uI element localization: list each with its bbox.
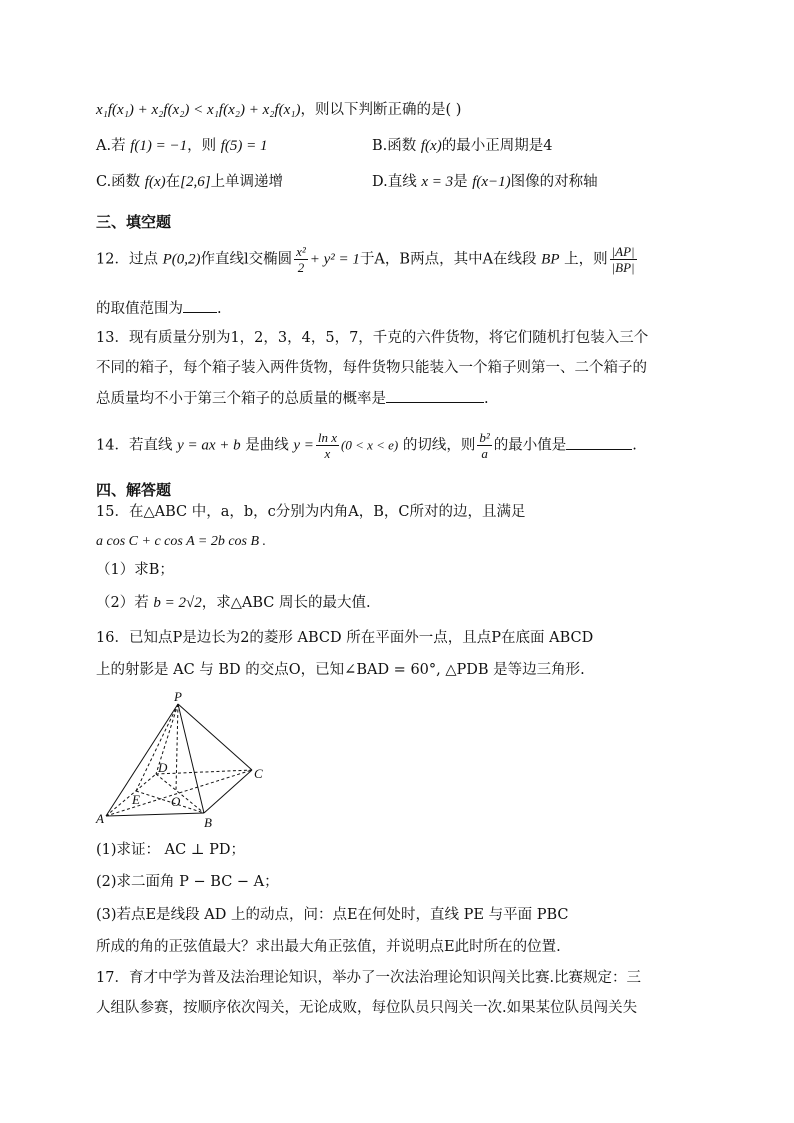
edge-pc xyxy=(178,704,252,770)
q17-line1: 17．育才中学为普及法治理论知识，举办了一次法治理论知识闯关比赛.比赛规定：三 xyxy=(96,970,642,986)
q13-text-3: 总质量均不小于第三个箱子的总质量的概率是 xyxy=(96,391,386,407)
answer-blank[interactable] xyxy=(386,388,484,403)
ratio-num: |AP| xyxy=(611,244,635,259)
frac-num: x² xyxy=(296,244,306,259)
q14-curve-fraction xyxy=(316,430,339,461)
option-a-mid: ，则 xyxy=(187,138,221,154)
answer-blank[interactable] xyxy=(566,435,632,450)
q14-text-3: 的切线，则 xyxy=(398,437,476,454)
q11-option-c xyxy=(96,172,283,192)
q11-option-b xyxy=(372,136,552,156)
option-b-math: f(x) xyxy=(420,138,442,154)
q14-domain: (0 < x < e) xyxy=(341,437,399,453)
q14-target-fraction xyxy=(477,430,491,461)
option-b-rest: 的最小正周期是4 xyxy=(441,138,553,154)
q17-line2: 人组队参赛，按顺序依次闯关，无论成败，每位队员只闯关一次.如果某位队员闯关失 xyxy=(96,1000,638,1016)
q14-curve-eq: y = xyxy=(293,437,314,454)
option-d-rest: 图像的对称轴 xyxy=(510,174,598,190)
label-c: C xyxy=(254,766,263,781)
q11-condition-line xyxy=(96,100,461,120)
q12-ellipse-fraction xyxy=(294,244,308,275)
option-a-math2: f(5) = 1 xyxy=(220,138,268,154)
label-a: A xyxy=(96,811,104,826)
ratio-den: |BP| xyxy=(611,260,635,275)
q12-bp: BP xyxy=(541,251,560,268)
q12-end: . xyxy=(217,301,222,317)
q15-b-value: b = 2√2 xyxy=(153,595,202,611)
q11-option-a xyxy=(96,136,268,156)
option-a-label: A.若 xyxy=(96,138,131,154)
q15-text: （2）若 xyxy=(96,595,154,611)
q12-point: P(0,2) xyxy=(162,251,201,268)
q12-text-1: 12．过点 xyxy=(96,251,163,268)
target-num: b² xyxy=(479,430,490,445)
edge-po xyxy=(176,704,178,791)
q12-line1 xyxy=(96,244,639,275)
curve-num: ln x xyxy=(317,430,338,445)
q14-line xyxy=(96,430,637,461)
q13-line2: 不同的箱子，每个箱子装入两件货物，每件货物只能装入一个箱子则第一、二个箱子的 xyxy=(96,360,647,376)
q14-text-1: 14．若直线 xyxy=(96,437,178,454)
q11-prompt: ，则以下判断正确的是( ) xyxy=(300,102,462,118)
label-o: O xyxy=(171,794,181,809)
q14-text-2: 是曲线 xyxy=(240,437,294,454)
edge-ab xyxy=(106,813,204,816)
q16-part1: (1)求证： AC ⊥ PD； xyxy=(96,842,245,858)
edge-pe xyxy=(136,704,178,791)
edge-bc xyxy=(204,770,252,813)
q15-line1: 15．在△ABC 中，a，b，c分别为内角A，B，C所对的边，且满足 xyxy=(96,504,526,520)
option-c-math: f(x) xyxy=(144,174,166,190)
label-e: E xyxy=(132,792,140,807)
q16-line2: 上的射影是 AC 与 BD 的交点O，已知∠BAD = 60°, △PDB 是等边三角形. xyxy=(96,662,585,678)
q13-line1: 13．现有质量分别为1，2，3，4，5，7，千克的六件货物，将它们随机打包装入三个 xyxy=(96,330,649,346)
q14-line-eq: y = ax + b xyxy=(177,437,241,454)
q15-part2 xyxy=(96,593,371,613)
label-d: D xyxy=(158,760,168,775)
label-b: B xyxy=(204,815,212,830)
q12-text-3: 于A，B两点，其中A在线段 xyxy=(359,251,542,268)
option-c-rest: 上单调递增 xyxy=(210,174,284,190)
curve-den: x xyxy=(324,446,331,461)
option-d-label: D.直线 xyxy=(372,174,422,190)
q13-line3 xyxy=(96,388,489,409)
section-heading-fill-blank: 三、填空题 xyxy=(96,213,172,231)
edge-pb xyxy=(178,704,204,813)
q11-formula: x₁f(x₁) + x₂f(x₂) < x₁f(x₂) + x₂f(x₁) xyxy=(96,102,301,118)
edge-eb xyxy=(136,791,204,813)
option-c-mid: 在 xyxy=(165,174,181,190)
option-d-mid: 是 xyxy=(453,174,473,190)
q12-line2 xyxy=(96,298,222,319)
frac-den: 2 xyxy=(297,260,305,275)
q15-text-end: ，求△ABC 周长的最大值. xyxy=(201,595,371,611)
answer-blank[interactable] xyxy=(183,298,217,313)
q16-part3-cont: 所成的角的正弦值最大？求出最大角正弦值，并说明点E此时所在的位置. xyxy=(96,939,561,955)
q12-eq: + y² = 1 xyxy=(309,251,360,268)
option-c-label: C.函数 xyxy=(96,174,145,190)
q16-part3: (3)若点E是线段 AD 上的动点，问：点E在何处时，直线 PE 与平面 PBC xyxy=(96,907,569,923)
q14-end: . xyxy=(632,437,637,454)
option-d-math2: f(x−1) xyxy=(472,174,511,190)
q12-text-range: 的取值范围为 xyxy=(96,301,183,317)
edge-dc xyxy=(156,770,252,774)
q11-option-d xyxy=(372,172,598,192)
q16-part2: (2)求二面角 P − BC − A； xyxy=(96,874,279,890)
target-den: a xyxy=(481,446,488,461)
q12-text-4: 上，则 xyxy=(559,251,608,268)
option-a-math: f(1) = −1 xyxy=(130,138,188,154)
pyramid-figure xyxy=(94,688,274,830)
q13-end: . xyxy=(484,391,489,407)
q15-condition: a cos C + c cos A = 2b cos B . xyxy=(96,534,267,549)
section-heading-solutions: 四、解答题 xyxy=(96,481,172,499)
q14-text-4: 的最小值是 xyxy=(493,437,567,454)
q12-ratio-fraction xyxy=(610,244,637,275)
label-p: P xyxy=(174,689,182,704)
option-c-math2: [2,6] xyxy=(180,174,211,190)
q15-part1: （1）求B； xyxy=(96,562,174,578)
q12-text-2: 作直线l交椭圆 xyxy=(200,251,293,268)
q16-line1: 16．已知点P是边长为2的菱形 ABCD 所在平面外一点，且点P在底面 ABCD xyxy=(96,630,594,646)
option-b-label: B.函数 xyxy=(372,138,421,154)
option-d-math: x = 3 xyxy=(421,174,454,190)
